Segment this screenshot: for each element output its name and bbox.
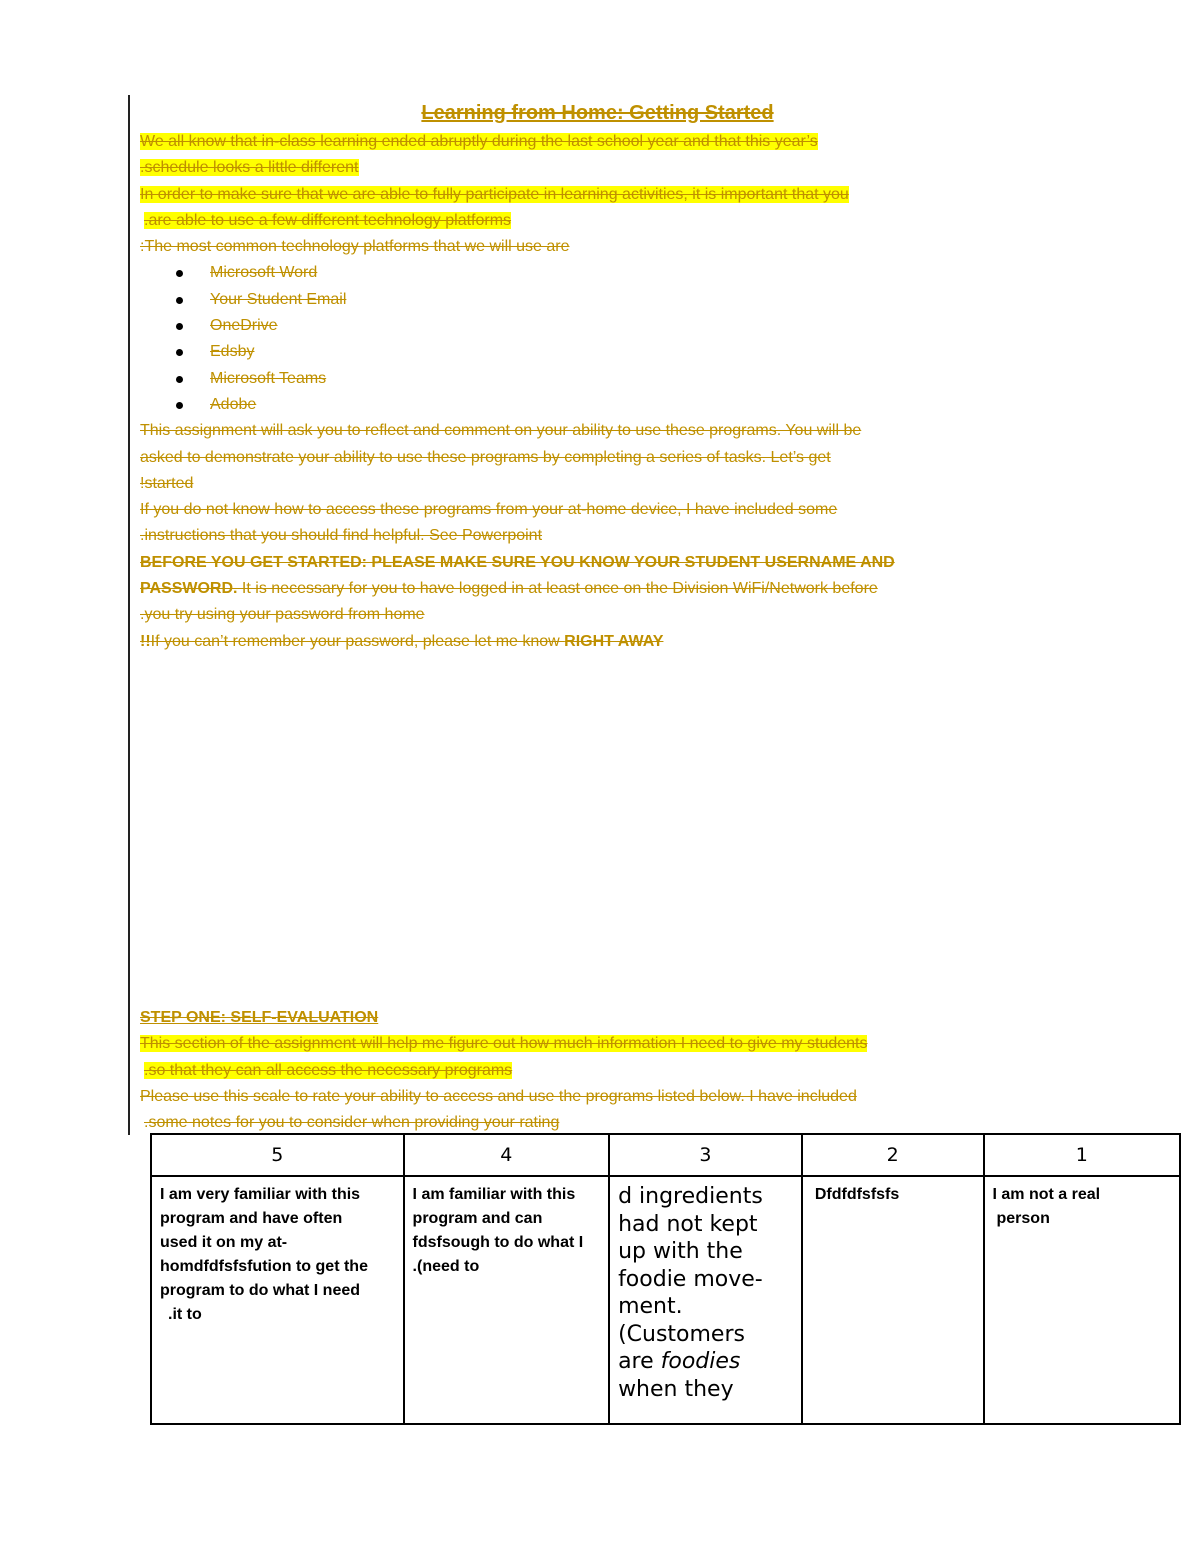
table-row — [151, 1176, 1180, 1424]
list-item: Your Student Email — [172, 287, 1055, 313]
remember-text: If you can’t remember your password, please let me know — [150, 632, 565, 650]
list-item: Microsoft Word — [172, 260, 1055, 286]
password-bold: PASSWORD. — [140, 580, 238, 598]
step-line-1: This section of the assignment will help me figure out how much information I need to give my students — [140, 1035, 868, 1053]
header-cell-4: 4 — [404, 1134, 610, 1176]
cell-line: foodie move- — [618, 1266, 763, 1292]
step-line-3: Please use this scale to rate your ability to access and use the programs listed below. I have included — [140, 1087, 857, 1105]
rating-scale-table — [150, 1133, 1181, 1425]
password-line-1 — [140, 576, 1055, 602]
table-row — [151, 1134, 1180, 1176]
cell-line: person — [996, 1210, 1050, 1227]
cell-line: .it to — [168, 1306, 202, 1323]
page-margin-line — [128, 95, 130, 1135]
cell-line: (Customers — [618, 1321, 745, 1347]
assignment-line-3: !started — [140, 474, 194, 492]
password-line-2: .you try using your password from home — [140, 606, 425, 624]
cell-line: program and have often — [160, 1210, 343, 1227]
right-away-text: RIGHT AWAY — [564, 632, 664, 650]
header-cell-2: 2 — [802, 1134, 984, 1176]
cell-line: d ingredients — [618, 1184, 763, 1209]
document-body — [140, 100, 1055, 655]
intro-line-3: In order to make sure that we are able to fully participate in learning activities, it is important that you — [140, 185, 849, 203]
platform-list — [140, 260, 1055, 418]
password-rest: It is necessary for you to have logged in at least once on the Division WiFi/Network before — [237, 580, 878, 598]
cell-line: used it on my at- — [160, 1234, 288, 1251]
cell-line: fdsfsough to do what I — [412, 1234, 584, 1251]
intro-line-2: .schedule looks a little different — [140, 159, 359, 177]
list-item: OneDrive — [172, 313, 1055, 339]
document-title: Learning from Home: Getting Started — [421, 102, 774, 124]
cell-line: I am very familiar with this — [160, 1186, 361, 1203]
intro-line-4: .are able to use a few different technology platforms — [144, 211, 512, 229]
cell-line: program and can — [412, 1210, 543, 1227]
assignment-line-1: This assignment will ask you to reflect and comment on your ability to use these programs. You will be — [140, 422, 862, 440]
rating-1-description — [984, 1176, 1181, 1424]
cell-line: program to do what I need — [160, 1282, 361, 1299]
cell-line: had not kept — [618, 1211, 758, 1237]
header-cell-1: 1 — [984, 1134, 1181, 1176]
step-line-4: .some notes for you to consider when providing your rating — [144, 1114, 560, 1132]
list-item: Edsby — [172, 339, 1055, 365]
step-one-heading: STEP ONE: SELF-EVALUATION — [140, 1009, 379, 1026]
cell-line: ment. — [618, 1294, 683, 1319]
cell-line: I am not a real — [992, 1186, 1101, 1203]
rating-5-description — [151, 1176, 404, 1424]
rating-2-description — [802, 1176, 984, 1424]
assignment-line-5: .instructions that you should find helpful. See Powerpoint — [140, 527, 543, 545]
cell-line: when they — [618, 1376, 734, 1402]
cell-line: homdfdfsfsfution to get the — [160, 1258, 368, 1275]
cell-line: .(need to — [412, 1258, 480, 1275]
cell-line: up with the — [618, 1239, 743, 1264]
before-start-warning: BEFORE YOU GET STARTED: PLEASE MAKE SURE YOU KNOW YOUR STUDENT USERNAME AND — [140, 553, 895, 571]
list-item: Adobe — [172, 392, 1055, 418]
rating-4-description — [404, 1176, 610, 1424]
header-cell-5: 5 — [151, 1134, 404, 1176]
italic-text: foodies — [660, 1349, 741, 1374]
list-item: Microsoft Teams — [172, 366, 1055, 392]
cell-line: Dfdfdfsfsfs — [814, 1186, 900, 1203]
rating-3-description — [609, 1176, 802, 1424]
intro-line-1: We all know that in-class learning ended abruptly during the last school year and that this year’s — [140, 133, 818, 150]
exclamation-marks: !! — [140, 632, 151, 650]
header-cell-3: 3 — [609, 1134, 802, 1176]
step-one-section — [140, 1005, 1055, 1136]
assignment-line-2: asked to demonstrate your ability to use these programs by completing a series of tasks. Let’s get — [140, 448, 831, 466]
cell-line: I am familiar with this — [412, 1186, 576, 1203]
step-line-2: .so that they can all access the necessary programs — [144, 1061, 513, 1079]
cell-text: are — [618, 1349, 661, 1374]
remember-line — [140, 629, 1055, 655]
intro-line-5: :The most common technology platforms that we will use are — [140, 238, 570, 256]
assignment-line-4: If you do not know how to access these programs from your at-home device, I have included some — [140, 501, 838, 519]
cell-line — [618, 1348, 795, 1376]
